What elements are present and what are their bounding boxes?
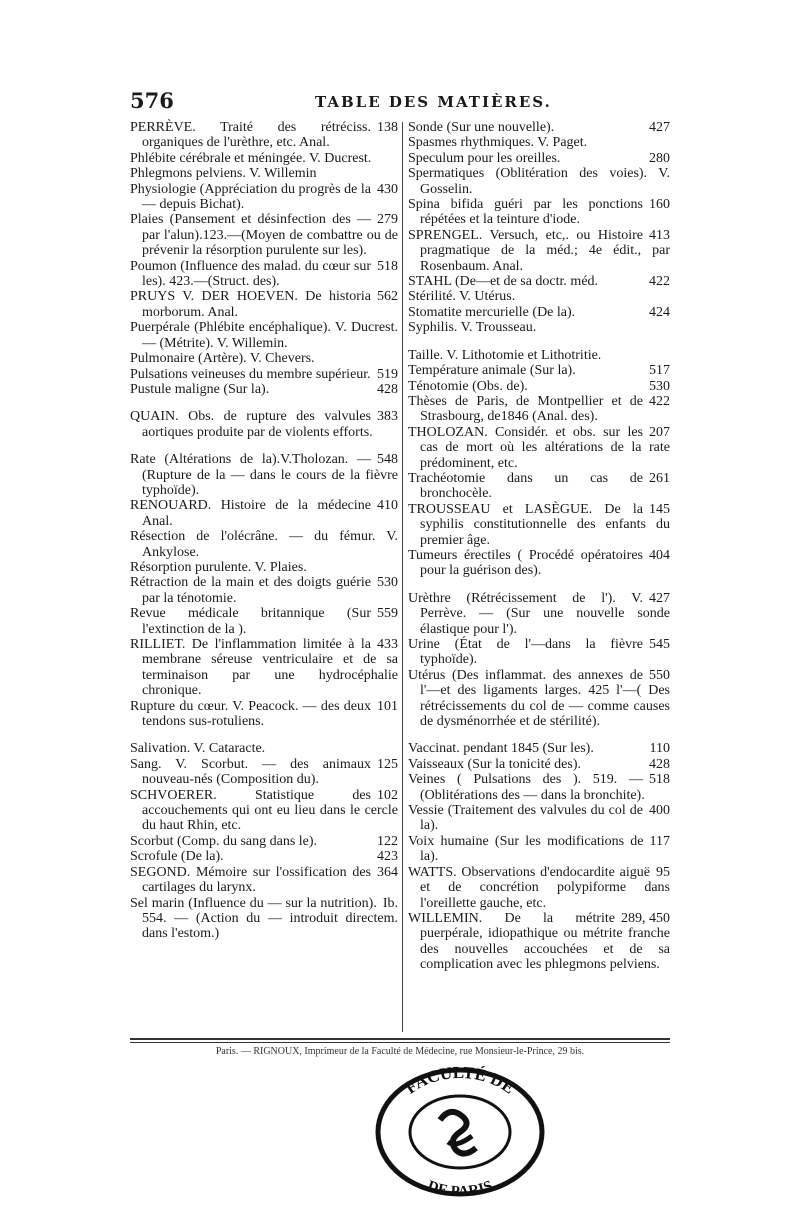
index-entry bbox=[130, 560, 398, 575]
index-entry bbox=[130, 699, 398, 730]
entry-page-ref: 424 bbox=[649, 304, 670, 320]
index-entry bbox=[130, 452, 398, 498]
index-entry bbox=[408, 289, 670, 304]
index-entry bbox=[130, 896, 398, 942]
entry-text: Trachéotomie dans un cas de bronchocèle. bbox=[408, 470, 643, 502]
entry-text: WATTS. Observations d'endocardite aiguë et de concrétion polypiforme dans l'oreillette gauche, etc. bbox=[408, 864, 670, 911]
entry-text: Vessie (Traitement des valvules du col de la). bbox=[408, 803, 643, 834]
stamp-emblem bbox=[440, 1112, 476, 1154]
entry-text: WILLEMIN. De la métrite puerpérale, idiopathique ou métrite franche des nouvelles accouchées et de sa complication avec les phlegmons pelviens. bbox=[408, 910, 670, 973]
index-entry bbox=[408, 305, 670, 320]
index-entry bbox=[130, 741, 398, 756]
index-entry bbox=[408, 320, 670, 335]
entry-text: TROUSSEAU et LASÈGUE. De la syphilis constitutionnelle des enfants du premier âge. bbox=[408, 501, 670, 548]
entry-text: Stomatite mercurielle (De la). bbox=[408, 304, 576, 320]
entry-page-ref: 428 bbox=[649, 756, 670, 772]
entry-page-ref: 428 bbox=[377, 381, 398, 397]
stamp-bottom-text: DE PARIS bbox=[425, 1178, 495, 1198]
page-number: 576 bbox=[130, 88, 174, 113]
printer-footer: Paris. — RIGNOUX, Imprimeur de la Faculté de Médecine, rue Monsieur-le-Prince, 29 bis. bbox=[215, 1046, 585, 1057]
index-entry bbox=[130, 757, 398, 788]
index-entry bbox=[130, 498, 398, 529]
index-entry bbox=[408, 772, 670, 803]
entry-page-ref: 289, 450 bbox=[621, 910, 670, 926]
index-entry bbox=[408, 502, 670, 548]
index-entry bbox=[130, 259, 398, 290]
entry-text: QUAIN. Obs. de rupture des valvules aortiques produite par de violents efforts. bbox=[130, 409, 373, 440]
entry-text: Urèthre (Rétrécissement de l'). V. Perrève. — (Sur une nouvelle sonde élastique pour l'). bbox=[408, 590, 670, 637]
entry-page-ref: 125 bbox=[377, 756, 398, 772]
entry-text: Pulsations veineuses du membre supérieur. bbox=[130, 366, 371, 382]
entry-text: Phlébite cérébrale et méningée. V. Ducrest. bbox=[130, 150, 372, 166]
entry-text: RENOUARD. Histoire de la médecine Anal. bbox=[130, 498, 371, 529]
right-column bbox=[408, 120, 670, 973]
entry-text: Scorbut (Comp. du sang dans le). bbox=[130, 833, 318, 849]
page-title: TABLE DES MATIÈRES. bbox=[315, 93, 552, 111]
entry-text: Résorption purulente. V. Plaies. bbox=[130, 559, 307, 575]
entry-page-ref: 562 bbox=[377, 289, 398, 305]
entry-text: Spina bifida guéri par les ponctions répétées et la teinture d'iode. bbox=[408, 197, 643, 228]
entry-text: Vaccinat. pendant 1845 (Sur les). bbox=[408, 741, 594, 757]
entry-text: Veines ( Pulsations des ). 519. — (Oblitérations des — dans la bronchite). bbox=[408, 772, 645, 803]
entry-page-ref: 430 bbox=[377, 181, 398, 197]
index-entry bbox=[408, 757, 670, 772]
entry-page-ref: 95 bbox=[656, 864, 670, 880]
index-entry bbox=[408, 348, 670, 363]
footer-rule bbox=[130, 1038, 670, 1040]
entry-text: Pulmonaire (Artère). V. Chevers. bbox=[130, 351, 315, 367]
entry-page-ref: 400 bbox=[649, 803, 670, 819]
index-entry bbox=[408, 834, 670, 865]
entry-page-ref: 122 bbox=[377, 833, 398, 849]
entry-page-ref: 422 bbox=[649, 274, 670, 290]
index-entry bbox=[408, 803, 670, 834]
entry-page-ref: 101 bbox=[377, 698, 398, 714]
entry-text: Scrofule (De la). bbox=[130, 849, 224, 865]
footer-rule-thin bbox=[130, 1042, 670, 1043]
entry-page-ref: 117 bbox=[649, 833, 670, 849]
index-entry bbox=[408, 151, 670, 166]
index-entry bbox=[408, 637, 670, 668]
entry-text: SCHVOERER. Statistique des accouchements qui ont eu lieu dans le cercle du haut Rhin, etc. bbox=[130, 787, 398, 834]
index-entry bbox=[130, 865, 398, 896]
index-entry bbox=[408, 471, 670, 502]
entry-page-ref: 404 bbox=[649, 547, 670, 563]
index-entry bbox=[408, 363, 670, 378]
index-entry bbox=[408, 166, 670, 197]
entry-text: Température animale (Sur la). bbox=[408, 363, 576, 379]
entry-text: Puerpérale (Phlébite encéphalique). V. Ducrest.— (Métrite). V. Willemin. bbox=[130, 320, 398, 351]
index-entry bbox=[408, 741, 670, 756]
index-entry bbox=[130, 367, 398, 382]
index-entry bbox=[130, 212, 398, 258]
entry-page-ref: 427 bbox=[649, 590, 670, 606]
entry-text: STAHL (De—et de sa doctr. méd. bbox=[408, 274, 599, 290]
entry-page-ref: 545 bbox=[649, 637, 670, 652]
index-entry bbox=[408, 668, 670, 730]
entry-page-ref: 550 bbox=[649, 667, 670, 683]
entry-text: Pustule maligne (Sur la). bbox=[130, 381, 270, 397]
index-entry bbox=[130, 351, 398, 366]
left-column bbox=[130, 120, 398, 942]
index-entry bbox=[130, 182, 398, 213]
entry-text: Plaies (Pansement et désinfection des —par l'alun).123.—(Moyen de combattre ou de prévenir la résorption purulente sur les). bbox=[130, 212, 398, 259]
entry-page-ref: Ib. bbox=[382, 895, 398, 911]
entry-text: Spermatiques (Oblitération des voies). V. Gosselin. bbox=[408, 166, 670, 197]
entry-page-ref: 160 bbox=[649, 197, 670, 213]
entry-page-ref: 518 bbox=[377, 258, 398, 274]
stamp-top-text: FACULTÉ DE bbox=[401, 1062, 519, 1098]
column-divider bbox=[402, 122, 403, 1032]
entry-page-ref: 280 bbox=[649, 150, 670, 166]
entry-page-ref: 279 bbox=[377, 212, 398, 228]
entry-page-ref: 207 bbox=[649, 424, 670, 440]
entry-text: Taille. V. Lithotomie et Lithotritie. bbox=[408, 347, 602, 363]
index-entry bbox=[130, 320, 398, 351]
entry-page-ref: 261 bbox=[649, 470, 670, 486]
index-entry bbox=[408, 394, 670, 425]
entry-page-ref: 364 bbox=[377, 864, 398, 880]
entry-text: Urine (État de l'—dans la fièvre typhoïde). bbox=[408, 637, 643, 668]
entry-page-ref: 138 bbox=[377, 120, 398, 135]
index-entry bbox=[130, 166, 398, 181]
index-entry bbox=[408, 120, 670, 135]
entry-page-ref: 530 bbox=[377, 575, 398, 591]
index-entry bbox=[408, 425, 670, 471]
index-entry bbox=[130, 606, 398, 637]
index-entry bbox=[408, 197, 670, 228]
index-entry bbox=[408, 228, 670, 274]
entry-page-ref: 517 bbox=[649, 363, 670, 379]
entry-page-ref: 410 bbox=[377, 498, 398, 514]
entry-text: Syphilis. V. Trousseau. bbox=[408, 320, 537, 336]
index-entry bbox=[130, 289, 398, 320]
index-entry bbox=[130, 849, 398, 864]
page-header bbox=[130, 88, 670, 118]
entry-text: Résection de l'olécrâne. — du fémur. V. Ankylose. bbox=[130, 529, 398, 560]
entry-text: Sonde (Sur une nouvelle). bbox=[408, 120, 555, 135]
entry-text: Physiologie (Appréciation du progrès de la — depuis Bichat). bbox=[130, 181, 371, 213]
entry-text: RILLIET. De l'inflammation limitée à la membrane séreuse ventriculaire et de sa terminaison par une hydrocéphalie chronique. bbox=[130, 637, 398, 699]
index-entry bbox=[130, 834, 398, 849]
entry-text: Phlegmons pelviens. V. Willemin bbox=[130, 166, 317, 182]
index-entry bbox=[408, 865, 670, 911]
index-entry bbox=[130, 788, 398, 834]
entry-text: Voix humaine (Sur les modifications de la). bbox=[408, 833, 644, 865]
entry-text: Salivation. V. Cataracte. bbox=[130, 741, 266, 757]
entry-page-ref: 559 bbox=[377, 606, 398, 622]
library-stamp bbox=[372, 1062, 548, 1198]
index-entry bbox=[130, 382, 398, 397]
index-entry bbox=[408, 135, 670, 150]
entry-text: Revue médicale britannique (Sur l'extinction de la ). bbox=[130, 606, 371, 637]
entry-page-ref: 110 bbox=[649, 741, 670, 757]
entry-text: Rétraction de la main et des doigts guérie par la ténotomie. bbox=[130, 575, 371, 606]
entry-page-ref: 383 bbox=[377, 409, 398, 425]
entry-text: PRUYS V. DER HOEVEN. De historia morborum. Anal. bbox=[130, 289, 371, 320]
entry-text: Ténotomie (Obs. de). bbox=[408, 378, 528, 394]
entry-text: Sel marin (Influence du — sur la nutrition). 554. — (Action du — introduit directem. dans l'estom.) bbox=[130, 895, 398, 942]
index-entry bbox=[408, 379, 670, 394]
entry-page-ref: 548 bbox=[377, 452, 398, 468]
index-entry bbox=[408, 591, 670, 637]
index-entry bbox=[130, 409, 398, 440]
entry-text: THOLOZAN. Considér. et obs. sur les cas de mort où les altérations de la rate prédominent, etc. bbox=[408, 424, 670, 471]
entry-page-ref: 427 bbox=[649, 120, 670, 135]
entry-text: Tumeurs érectiles ( Procédé opératoires pour la guérison des). bbox=[408, 547, 643, 579]
index-entry bbox=[130, 151, 398, 166]
index-entry bbox=[130, 529, 398, 560]
index-entry bbox=[408, 274, 670, 289]
index-entry bbox=[130, 575, 398, 606]
entry-page-ref: 145 bbox=[649, 501, 670, 517]
entry-page-ref: 422 bbox=[649, 393, 670, 409]
index-entry bbox=[408, 548, 670, 579]
entry-text: Rupture du cœur. V. Peacock. — des deux tendons sus-rotuliens. bbox=[130, 698, 371, 730]
entry-page-ref: 413 bbox=[649, 227, 670, 243]
entry-text: Sang. V. Scorbut. — des animaux nouveau-nés (Composition du). bbox=[130, 756, 371, 788]
entry-page-ref: 519 bbox=[377, 366, 398, 382]
entry-text: Stérilité. V. Utérus. bbox=[408, 289, 516, 305]
entry-text: Utérus (Des inflammat. des annexes de l'—et des ligaments larges. 425 l'—( Des rétrécissements du col de — comme causes de dysménorrhée et de stérilité). bbox=[408, 667, 670, 730]
entry-text: PERRÈVE. Traité des rétréciss. organiques de l'urèthre, etc. Anal. bbox=[130, 120, 371, 151]
entry-text: Speculum pour les oreilles. bbox=[408, 150, 561, 166]
entry-page-ref: 518 bbox=[649, 772, 670, 788]
entry-text: Poumon (Influence des malad. du cœur sur les). 423.—(Struct. des). bbox=[130, 258, 371, 290]
entry-page-ref: 530 bbox=[649, 378, 670, 394]
entry-text: Vaisseaux (Sur la tonicité des). bbox=[408, 756, 582, 772]
entry-page-ref: 423 bbox=[377, 849, 398, 865]
entry-text: Rate (Altérations de la).V.Tholozan. — (Rupture de la — dans le cours de la fièvre typhoïde). bbox=[130, 452, 398, 498]
index-entry bbox=[130, 637, 398, 699]
entry-text: Spasmes rhythmiques. V. Paget. bbox=[408, 135, 588, 151]
entry-text: SEGOND. Mémoire sur l'ossification des cartilages du larynx. bbox=[130, 864, 371, 896]
entry-page-ref: 433 bbox=[377, 637, 398, 652]
entry-page-ref: 102 bbox=[377, 787, 398, 803]
index-entry bbox=[130, 120, 398, 151]
entry-text: Thèses de Paris, de Montpellier et de Strasbourg, de1846 (Anal. des). bbox=[408, 393, 643, 425]
entry-text: SPRENGEL. Versuch, etc,. ou Histoire pragmatique de la méd.; 4e édit., par Rosenbaum. Anal. bbox=[408, 227, 670, 274]
index-entry bbox=[408, 911, 670, 973]
